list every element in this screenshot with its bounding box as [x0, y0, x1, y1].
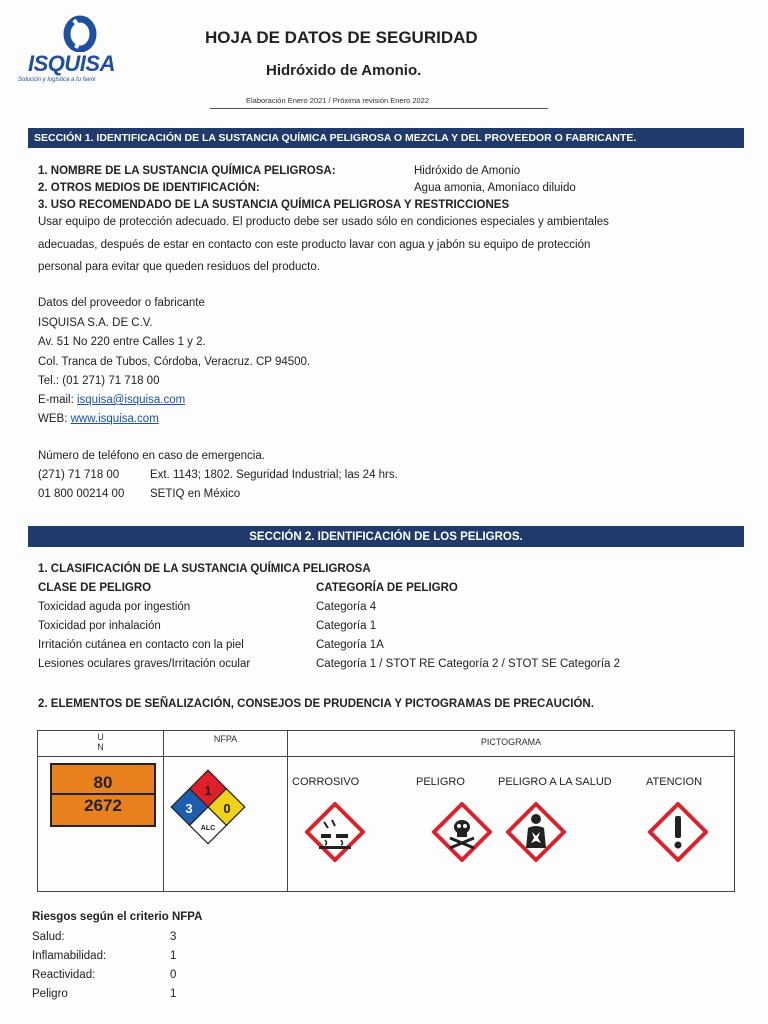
emergency-number: (271) 71 718 00: [38, 469, 120, 481]
nfpa-risk-label: Inflamabilidad:: [32, 950, 107, 962]
supplier-line: ISQUISA S.A. DE C.V.: [38, 317, 153, 329]
section2-title-bar: [28, 526, 744, 547]
nfpa-diamond: [168, 767, 248, 847]
s1-item1-value: Hidróxido de Amonio: [414, 165, 521, 177]
use-line: Usar equipo de protección adecuado. El producto debe ser usado sólo en condiciones especiales y ambientales: [38, 216, 609, 228]
s1-item3-label: 3. USO RECOMENDADO DE LA SUSTANCIA QUÍMICA PELIGROSA Y RESTRICCIONES: [38, 199, 510, 211]
document-subtitle: Hidróxido de Amonio.: [266, 62, 422, 79]
pictogram-label: PELIGRO A LA SALUD: [498, 776, 612, 788]
use-line: adecuadas, después de estar en contacto con este producto lavar con agua y jabón su equipo de protección: [38, 239, 591, 251]
emergency-heading: Número de teléfono en caso de emergencia.: [38, 450, 265, 462]
email-label: E-mail:: [38, 394, 77, 406]
pictogram-label: PELIGRO: [416, 776, 465, 788]
nfpa-header-cell: [164, 731, 288, 757]
s2-item2-label: 2. ELEMENTOS DE SEÑALIZACIÓN, CONSEJOS DE PRUDENCIA Y PICTOGRAMAS DE PRECAUCIÓN.: [38, 698, 594, 710]
hazard-class: Toxicidad aguda por ingestión: [38, 601, 191, 613]
logo-text: ISQUISA: [28, 51, 115, 76]
hazard-category: Categoría 1 / STOT RE Categoría 2 / STOT SE Categoría 2: [316, 658, 621, 670]
emergency-number: 01 800 00214 00: [38, 488, 125, 500]
corrosive-icon: [305, 802, 365, 862]
col-hazard-class: CLASE DE PELIGRO: [38, 582, 152, 594]
nfpa-fire: 1: [204, 783, 212, 798]
section1-title-bar: [28, 128, 744, 148]
pictogram-label: ATENCION: [646, 776, 703, 788]
logo-tagline: Solución y logística a tu favor: [18, 77, 97, 83]
hazard-category: Categoría 1: [316, 620, 377, 632]
nfpa-risk-value: 1: [170, 950, 177, 962]
logo-swirl-icon: [60, 14, 100, 52]
nfpa-risk-label: Peligro: [32, 988, 68, 1000]
col-hazard-category: CATEGORÍA DE PELIGRO: [316, 582, 458, 594]
revision-text: Elaboración Enero 2021 / Próxima revisión Enero 2022: [246, 96, 430, 105]
emergency-detail: Ext. 1143; 1802. Seguridad Industrial; las 24 hrs.: [150, 469, 398, 481]
section2-title: SECCIÓN 2. IDENTIFICACIÓN DE LOS PELIGROS.: [249, 530, 523, 543]
hazard-class: Lesiones oculares graves/Irritación ocular: [38, 658, 251, 670]
web-row: [38, 411, 159, 427]
email-link[interactable]: isquisa@isquisa.com: [76, 394, 186, 406]
un-placard: [50, 763, 156, 827]
web-link[interactable]: www.isquisa.com: [70, 413, 159, 425]
nfpa-risk-value: 1: [170, 988, 177, 1000]
nfpa-risk-value: 3: [170, 931, 177, 943]
hazard-class: Irritación cutánea en contacto con la piel: [38, 639, 244, 651]
un-substance-number: 2672: [84, 796, 122, 815]
web-label: WEB:: [38, 413, 71, 425]
nfpa-reactivity: 0: [223, 801, 231, 816]
s1-item2-value: Agua amonia, Amoníaco diluido: [414, 182, 576, 194]
section1-title: SECCIÓN 1. IDENTIFICACIÓN DE LA SUSTANCIA QUÍMICA PELIGROSA O MEZCLA Y DEL PROVEEDOR O FABRICANTE.: [34, 132, 637, 144]
un-hazard-number: 80: [93, 773, 113, 792]
hazard-class: Toxicidad por inhalación: [38, 620, 161, 632]
un-header-2: N: [97, 742, 104, 752]
nfpa-health: 3: [185, 801, 193, 816]
hazard-category: Categoría 1A: [316, 639, 384, 651]
company-logo: [20, 14, 150, 89]
s2-item1-label: 1. CLASIFICACIÓN DE LA SUSTANCIA QUÍMICA PELIGROSA: [38, 563, 371, 575]
nfpa-header: NFPA: [213, 734, 238, 744]
un-header-1: U: [97, 732, 104, 742]
hazard-category: Categoría 4: [316, 601, 377, 613]
skull-crossbones-icon: [432, 802, 492, 862]
nfpa-risk-label: Salud:: [32, 931, 65, 943]
s1-item2-label: 2. OTROS MEDIOS DE IDENTIFICACIÓN:: [38, 182, 260, 194]
un-divider: [52, 793, 154, 795]
nfpa-risk-value: 0: [170, 969, 177, 981]
nfpa-risks-heading: Riesgos según el criterio NFPA: [32, 911, 203, 923]
supplier-line: Col. Tranca de Tubos, Córdoba, Veracruz. CP 94500.: [38, 356, 311, 368]
un-header-cell: [38, 731, 164, 757]
pictogram-header-cell: [288, 731, 735, 757]
supplier-heading: Datos del proveedor o fabricante: [38, 297, 205, 309]
emergency-detail: SETIQ en México: [150, 488, 241, 500]
nfpa-special: ALC: [200, 825, 216, 832]
exclamation-icon: [648, 802, 708, 862]
supplier-line: Av. 51 No 220 entre Calles 1 y 2.: [38, 336, 206, 348]
health-hazard-icon: [506, 802, 566, 862]
email-row: [38, 392, 185, 408]
s1-item1-label: 1. NOMBRE DE LA SUSTANCIA QUÍMICA PELIGROSA:: [38, 165, 336, 177]
nfpa-risk-label: Reactividad:: [32, 969, 96, 981]
pictogram-label: CORROSIVO: [292, 776, 360, 788]
use-line: personal para evitar que queden residuos del producto.: [38, 261, 320, 273]
header-divider: [210, 108, 548, 109]
supplier-line: Tel.: (01 271) 71 718 00: [38, 375, 160, 387]
document-title: HOJA DE DATOS DE SEGURIDAD: [205, 28, 478, 47]
pictogram-header: PICTOGRAMA: [480, 737, 542, 747]
